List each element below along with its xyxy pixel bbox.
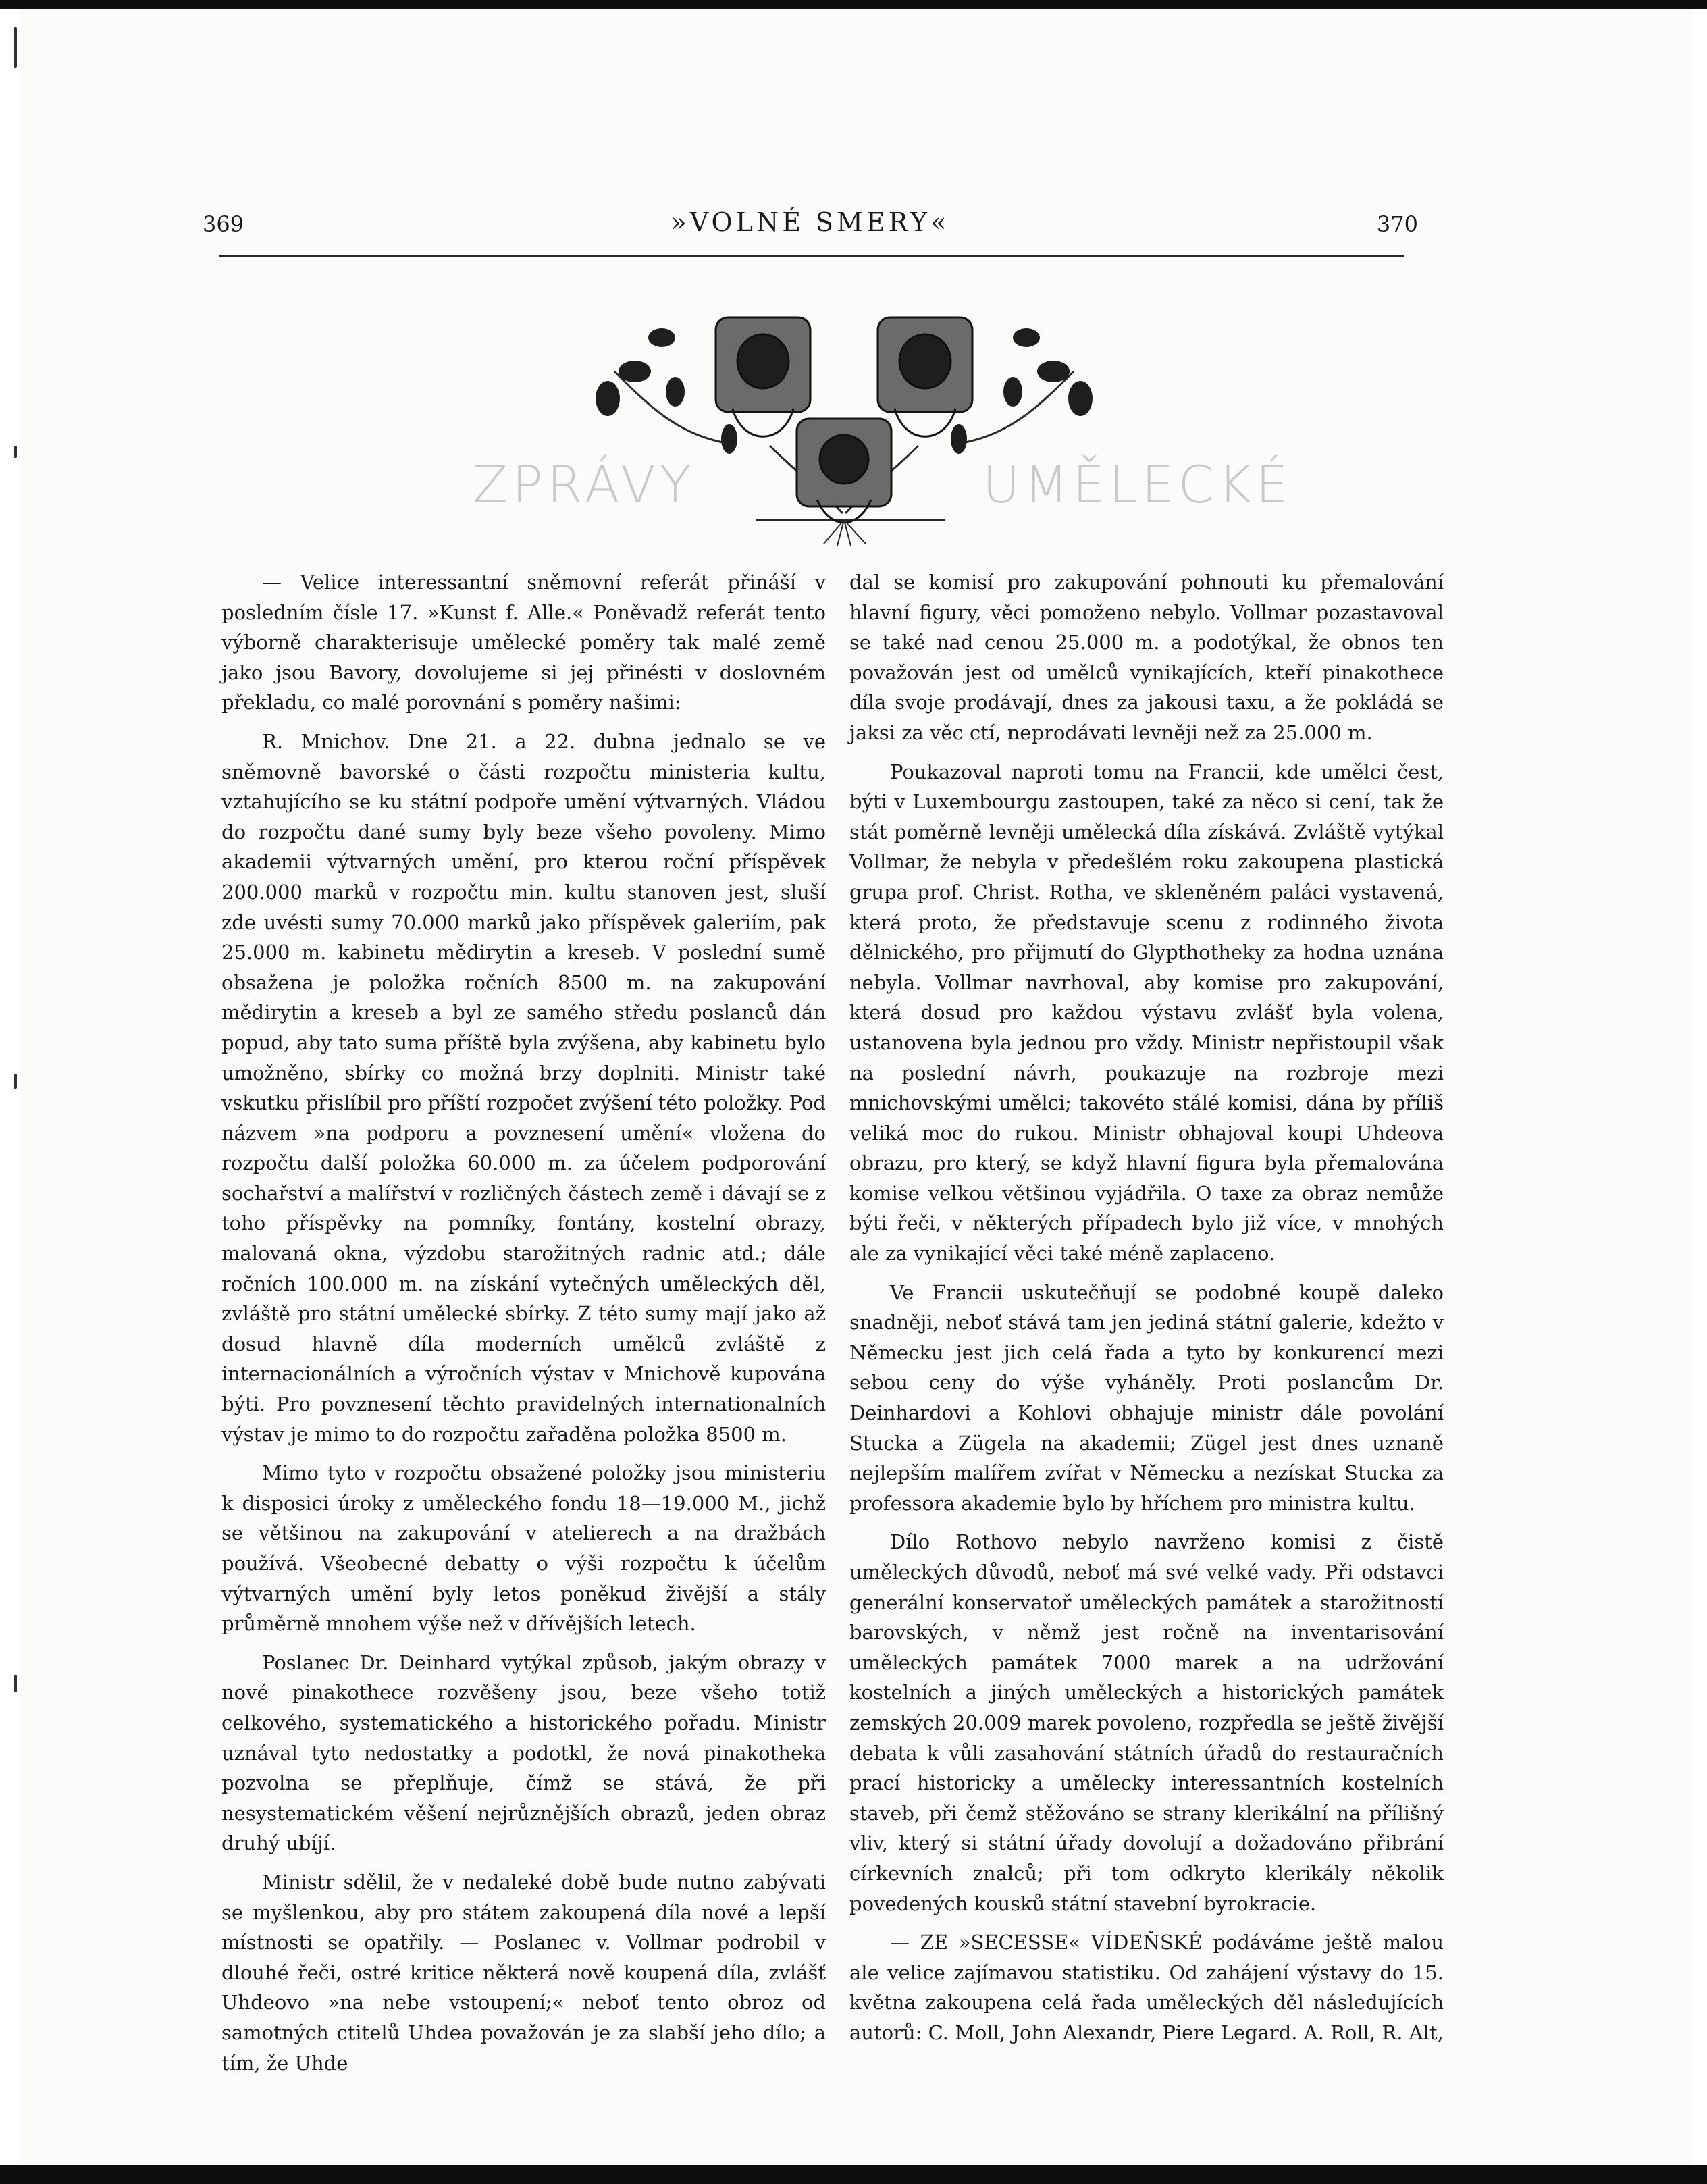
violet-panel-center: [797, 419, 891, 523]
paragraph: Poukazoval naproti tomu na Francii, kde umělci čest, býti v Luxembourgu zastoupen, také za něco si cení, tak že stát poměrně levněji umělecká díla získává. Zvláště vytýkal Vollmar, že nebyla v předešlém roku zakoupena plastická grupa prof. Christ. Rotha, ve skleněném paláci vystavená, která proto, že představuje scenu z rodinného života dělnického, pro přijmutí do Glypthotheky za hodna uznána nebyla. Vollmar navrhoval, aby komise pro zakupování, která dosud pro každou výstavu zvlášť byla volena, ustanovena byla jednou pro vždy. Ministr nepřistoupil však na poslední návrh, poukazuje na rozbroje mezi mnichovskými umělci; takovéto stálé komisi, dána by příliš veliká moc do rukou. Ministr obhajoval koupi Uhdeova obrazu, pro který, se když hlavní figura byla přemalována komise velkou většinou vyjádřila. O taxe za obraz nemůže býti řeči, v některých případech bylo již více, v mnohých ale za vynikající věci také méně zaplaceno.: [849, 760, 1444, 1266]
section-heading-right: UMĚLECKÉ: [982, 454, 1292, 515]
binding-marks: [9, 0, 30, 2161]
paragraph: Mimo tyto v rozpočtu obsažené položky jsou ministeriu k disposici úroky z uměleckého fondu 18—19.000 M., jichž se většinou na zakupování v atelierech a na dražbách používá. Všeobecné debatty o výši rozpočtu k účelům výtvarných umění byly letos poněkud živější a stály průměrně mnohem výše než v dřívějších letech.: [221, 1461, 826, 1636]
page-number-left: 369: [203, 211, 244, 237]
roots: [824, 520, 866, 546]
paragraph: Ve Francii uskutečňují se podobné koupě daleko snadněji, neboť stává tam jen jediná státní galerie, kdežto v Německu jest jich celá řada a tyto by konkurencí mezi sebou ceny do výše vyháněly. Proti poslancům Dr. Deinhardovi a Kohlovi obhajuje ministr dále povolání Stucka a Zügela na akademii; Zügel jest dnes uznaně nejlepším malířem zvířat v Německu a nezískat Stucka za professora akademie bylo by hříchem pro ministra kultu.: [849, 1280, 1444, 1515]
paragraph: Dílo Rothovo nebylo navrženo komisi z čistě uměleckých důvodů, neboť má své velké vady. Při odstavci generální konservatoř uměleckých památek a starožitností barovských, v němž jest ročně na inventarisování uměleckých památek 7000 marek a na udržování kostelních a jiných uměleckých a historických památek zemských 20.009 marek povoleno, rozpředla se ještě živější debata k vůli zasahování státních úřadů do restauračních prací historicky a umělecky interessantních kostelních staveb, při čemž stěžováno se strany klerikální na přílišný vliv, který si státní úřady dovolují a dožadováno přibrání církevních znalců; při tom odkryto klerikály několik povedených kousků státní stavební byrokracie.: [849, 1530, 1444, 1915]
page-number-right: 370: [1376, 211, 1418, 237]
header-rule: [219, 255, 1404, 257]
scan-edge-top: [0, 0, 1707, 9]
paragraph: — Velice interessantní sněmovní referát přináší v posledním čísle 17. »Kunst f. Alle.« Poněvadž referát tento výborně charakterisuje umělecké poměry tak malé země jako jsou Bavory, dovolujeme si jej přinésti v doslovném překladu, co malé porovnání s poměry našimi:: [221, 571, 826, 714]
right-column: [849, 567, 1444, 2057]
paragraph: R. Mnichov. Dne 21. a 22. dubna jednalo se ve sněmovně bavorské o části rozpočtu ministeria kultu, vztahujícího se ku státní podpoře umění výtvarných. Vládou do rozpočtu dané sumy byly beze všeho povoleny. Mimo akademii výtvarných umění, pro kterou roční příspěvek 200.000 marků v rozpočtu min. kultu stanoven jest, sluší zde uvésti sumy 70.000 marků jako příspěvek galeriím, pak 25.000 m. kabinetu mědirytin a kreseb. V poslední sumě obsažena je položka ročních 8500 m. na zakupování mědirytin a kreseb a byl ze samého středu poslanců dán popud, aby tato suma příště byla zvýšena, aby kabinetu bylo umožněno, sbírky co možná brzy doplniti. Ministr také vskutku přislíbil pro příští rozpočet zvýšení této položky. Pod názvem »na podporu a povznesení umění« vložena do rozpočtu další položka 60.000 m. za účelem podporování sochařství a malířství v rozličných částech země i dávají se z toho příspěvky na pomníky, fontány, kostelní obrazy, malovaná okna, výzdobu starožitných radnic atd.; dále ročních 100.000 m. na získání vytečných uměleckých děl, zvláště pro státní umělecké sbírky. Z této sumy mají jako až dosud hlavně díla moderních umělců zvláště z internacionálních a výročních výstav v Mnichově kupována býti. Pro povznesení těchto pravidelných internationalních výstav je mimo to do rozpočtu zařaděna položka 8500 m.: [221, 729, 826, 1446]
journal-title: »VOLNÉ SMERY«: [671, 207, 950, 237]
violet-panel-left: [716, 317, 810, 436]
running-head: [203, 199, 1418, 246]
scan-edge-bottom: [0, 2165, 1707, 2184]
paragraph: Poslanec Dr. Deinhard vytýkal způsob, jakým obrazy v nové pinakothece rozvěšeny jsou, beze všeho totiž celkového, systematického a historického pořadu. Ministr uznával tyto nedostatky a podotkl, že nová pinakotheka pozvolna se přeplňuje, čímž se stává, že při nesystematickém věšení nejrůznějších obrazů, jeden obraz druhý ubíjí.: [221, 1650, 826, 1855]
section-heading-left: ZPRÁVY: [473, 454, 695, 515]
paragraph: dal se komisí pro zakupování pohnouti ku přemalování hlavní figury, věci pomoženo nebylo. Vollmar pozastavoval se také nad cenou 25.000 m. a podotýkal, že obnos ten považován jest od umělců vynikajících, kteří pinakothece díla svoje prodávají, dnes za jakousi taxu, a že pokládá se jaksi za věc ctí, neprodávati levněji než za 25.000 m.: [849, 571, 1444, 744]
violet-panel-right: [878, 317, 972, 436]
left-column: [221, 567, 826, 2087]
paragraph: Ministr sdělil, že v nedaleké době bude nutno zabývati se myšlenkou, aby pro státem zakoupená díla nové a lepší místnosti se opatřily. — Poslanec v. Vollmar podrobil v dlouhé řeči, ostré kritice některá nově koupená díla, zvlášť Uhdeovo »na nebe vstoupení;« neboť tento obroz od samotných ctitelů Uhdea považován je za slabší jeho dílo; a tím, že Uhde: [221, 1870, 826, 2075]
paragraph: — ZE »SECESSE« VÍDEŇSKÉ podáváme ještě malou ale velice zajímavou statistiku. Od zahájení výstavy do 15. května zakoupena celá řada uměleckých děl následujících autorů: C. Moll, John Alexandr, Piere Legard. A. Roll, R. Alt,: [849, 1931, 1444, 2044]
